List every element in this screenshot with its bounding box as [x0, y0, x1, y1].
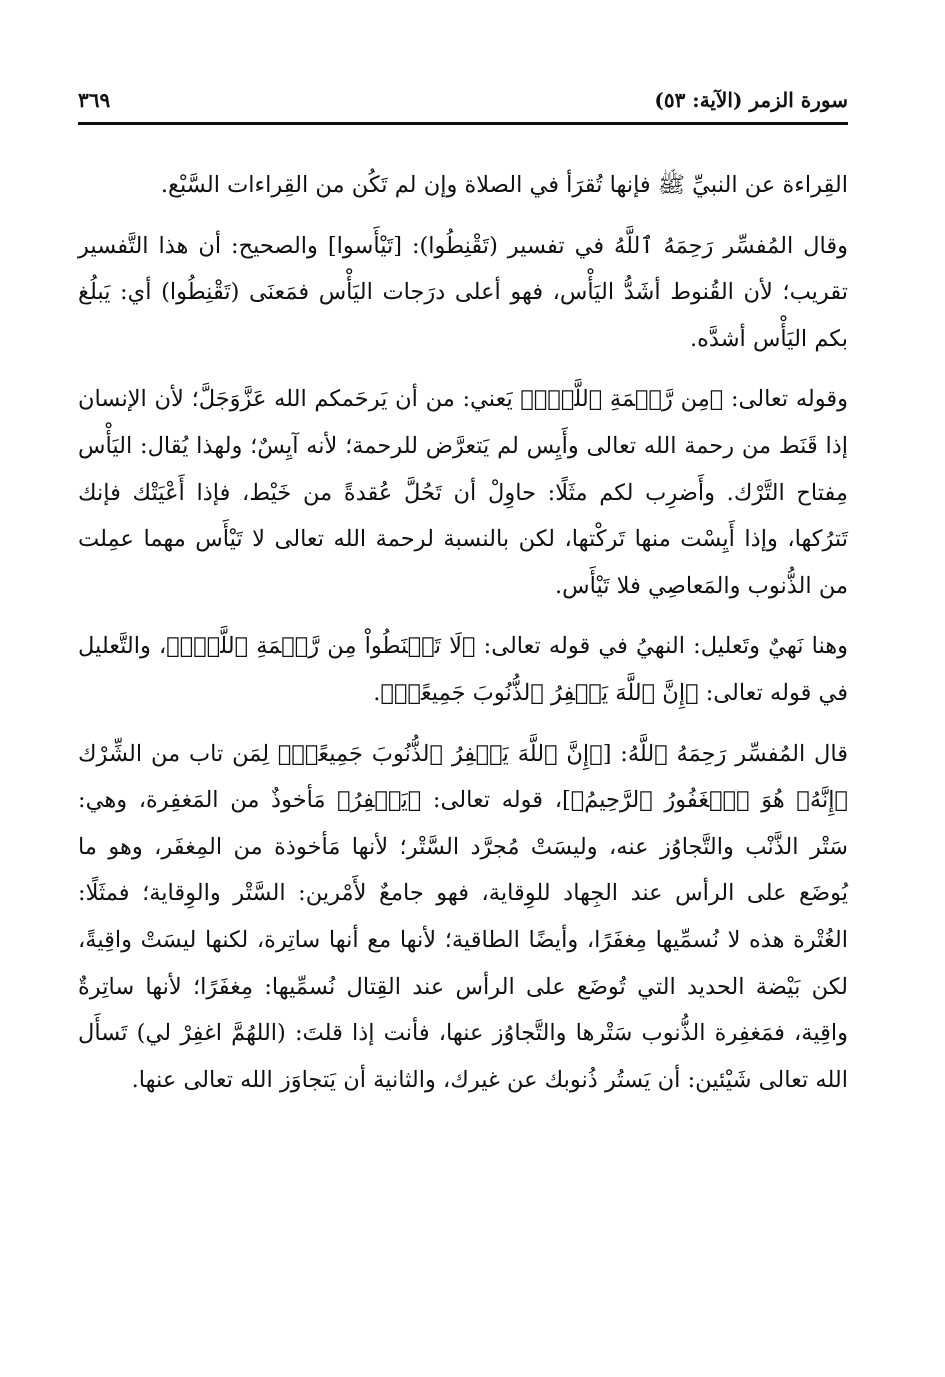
- header-rule: [78, 122, 848, 125]
- paragraph: القِراءة عن النبيِّ ﷺ فإنها تُقرَأ في الصلاة وإن لم تَكُن من القِراءات السَّبْع.: [160, 172, 848, 198]
- paragraph: وهنا نَهيٌ وتَعليل: النهيُ في قوله تعالى: ﴿لَا تَقۡنَطُواْ مِن رَّحۡمَةِ ٱللَّهِۚ﴾، والتَّعليل في قوله تعالى: ﴿إِنَّ ٱللَّهَ يَغۡفِرُ ٱلذُّنُوبَ جَمِيعًاۚ﴾.: [78, 633, 848, 706]
- page-number: ٣٦٩: [78, 88, 111, 112]
- surah-title: سورة الزمر (الآية: ٥٣): [654, 88, 848, 112]
- body-text: [78, 162, 848, 1117]
- paragraph: وقوله تعالى: ﴿مِن رَّحۡمَةِ ٱللَّهِۚ﴾ يَعني: من أن يَرحَمكم الله عَزَّوَجَلَّ؛ لأن الإنسان إذا قَنَط من رحمة الله تعالى وأَيِس لم يَتعرَّض للرحمة؛ لأنه آيِسٌ؛ ولهذا يُقال: اليَأْس مِفتاح التَّرْك. وأَضرِب لكم مثَلًا: حاوِلْ أن تَحُلَّ عُقدةً من خَيْط، فإذا أَعْيَتْك فإنك تَترُكها، وإذا أَيِسْت منها تَركْتها، لكن بالنسبة لرحمة الله تعالى لا تَيْأَس مهما عمِلت من الذُّنوب والمَعاصِي فلا تَيْأَس.: [78, 386, 848, 599]
- paragraph: وقال المُفسِّر رَحِمَهُ ٱللَّهُ في تفسير (تَقْنِطُوا): [تَيْأَسوا] والصحيح: أن هذا التَّفسير تقريب؛ لأن القُنوط أشَدُّ اليَأْس، فهو أعلى درَجات اليَأْس فمَعنَى (تَقْنِطُوا) أي: يَبلُغ بكم اليَأْس أشدَّه.: [78, 232, 848, 352]
- running-header: [78, 88, 848, 124]
- paragraph: قال المُفسِّر رَحِمَهُ ٱللَّهُ: [﴿إِنَّ ٱللَّهَ يَغۡفِرُ ٱلذُّنُوبَ جَمِيعًاۚ﴾ لِمَن تاب من الشِّرْك ﴿إِنَّهُۥ هُوَ ٱلۡغَفُورُ ٱلرَّحِيمُ﴾]، قوله تعالى: ﴿يَغۡفِرُ﴾ مَأخوذٌ من المَغفِرة، وهي: سَتْر الذَّنْب والتَّجاوُز عنه، وليسَتْ مُجرَّد السَّتْر؛ لأنها مَأخوذة من المِغفَر، وهو ما يُوضَع على الرأس عند الجِهاد للوِقاية، فهو جامعٌ لأَمْرين: السَّتْر والوِقاية؛ فمثَلًا: الغُتْرة هذه لا نُسمِّيها مِغفَرًا، وأيضًا الطاقية؛ لأنها مع أنها ساتِرة، لكنها ليسَتْ واقِيةً، لكن بَيْضة الحديد التي تُوضَع على الرأس عند القِتال نُسمِّيها: مِغفَرًا؛ لأنها ساتِرةٌ واقِية، فمَغفِرة الذُّنوب سَتْرها والتَّجاوُز عنها، فأنت إذا قلتَ: (اللهُمَّ اغفِرْ لي) تَسأَل الله تعالى شَيْئين: أن يَستُر ذُنوبك عن غيرك، والثانية أن يَتجاوَز الله تعالى عنها.: [78, 740, 848, 1093]
